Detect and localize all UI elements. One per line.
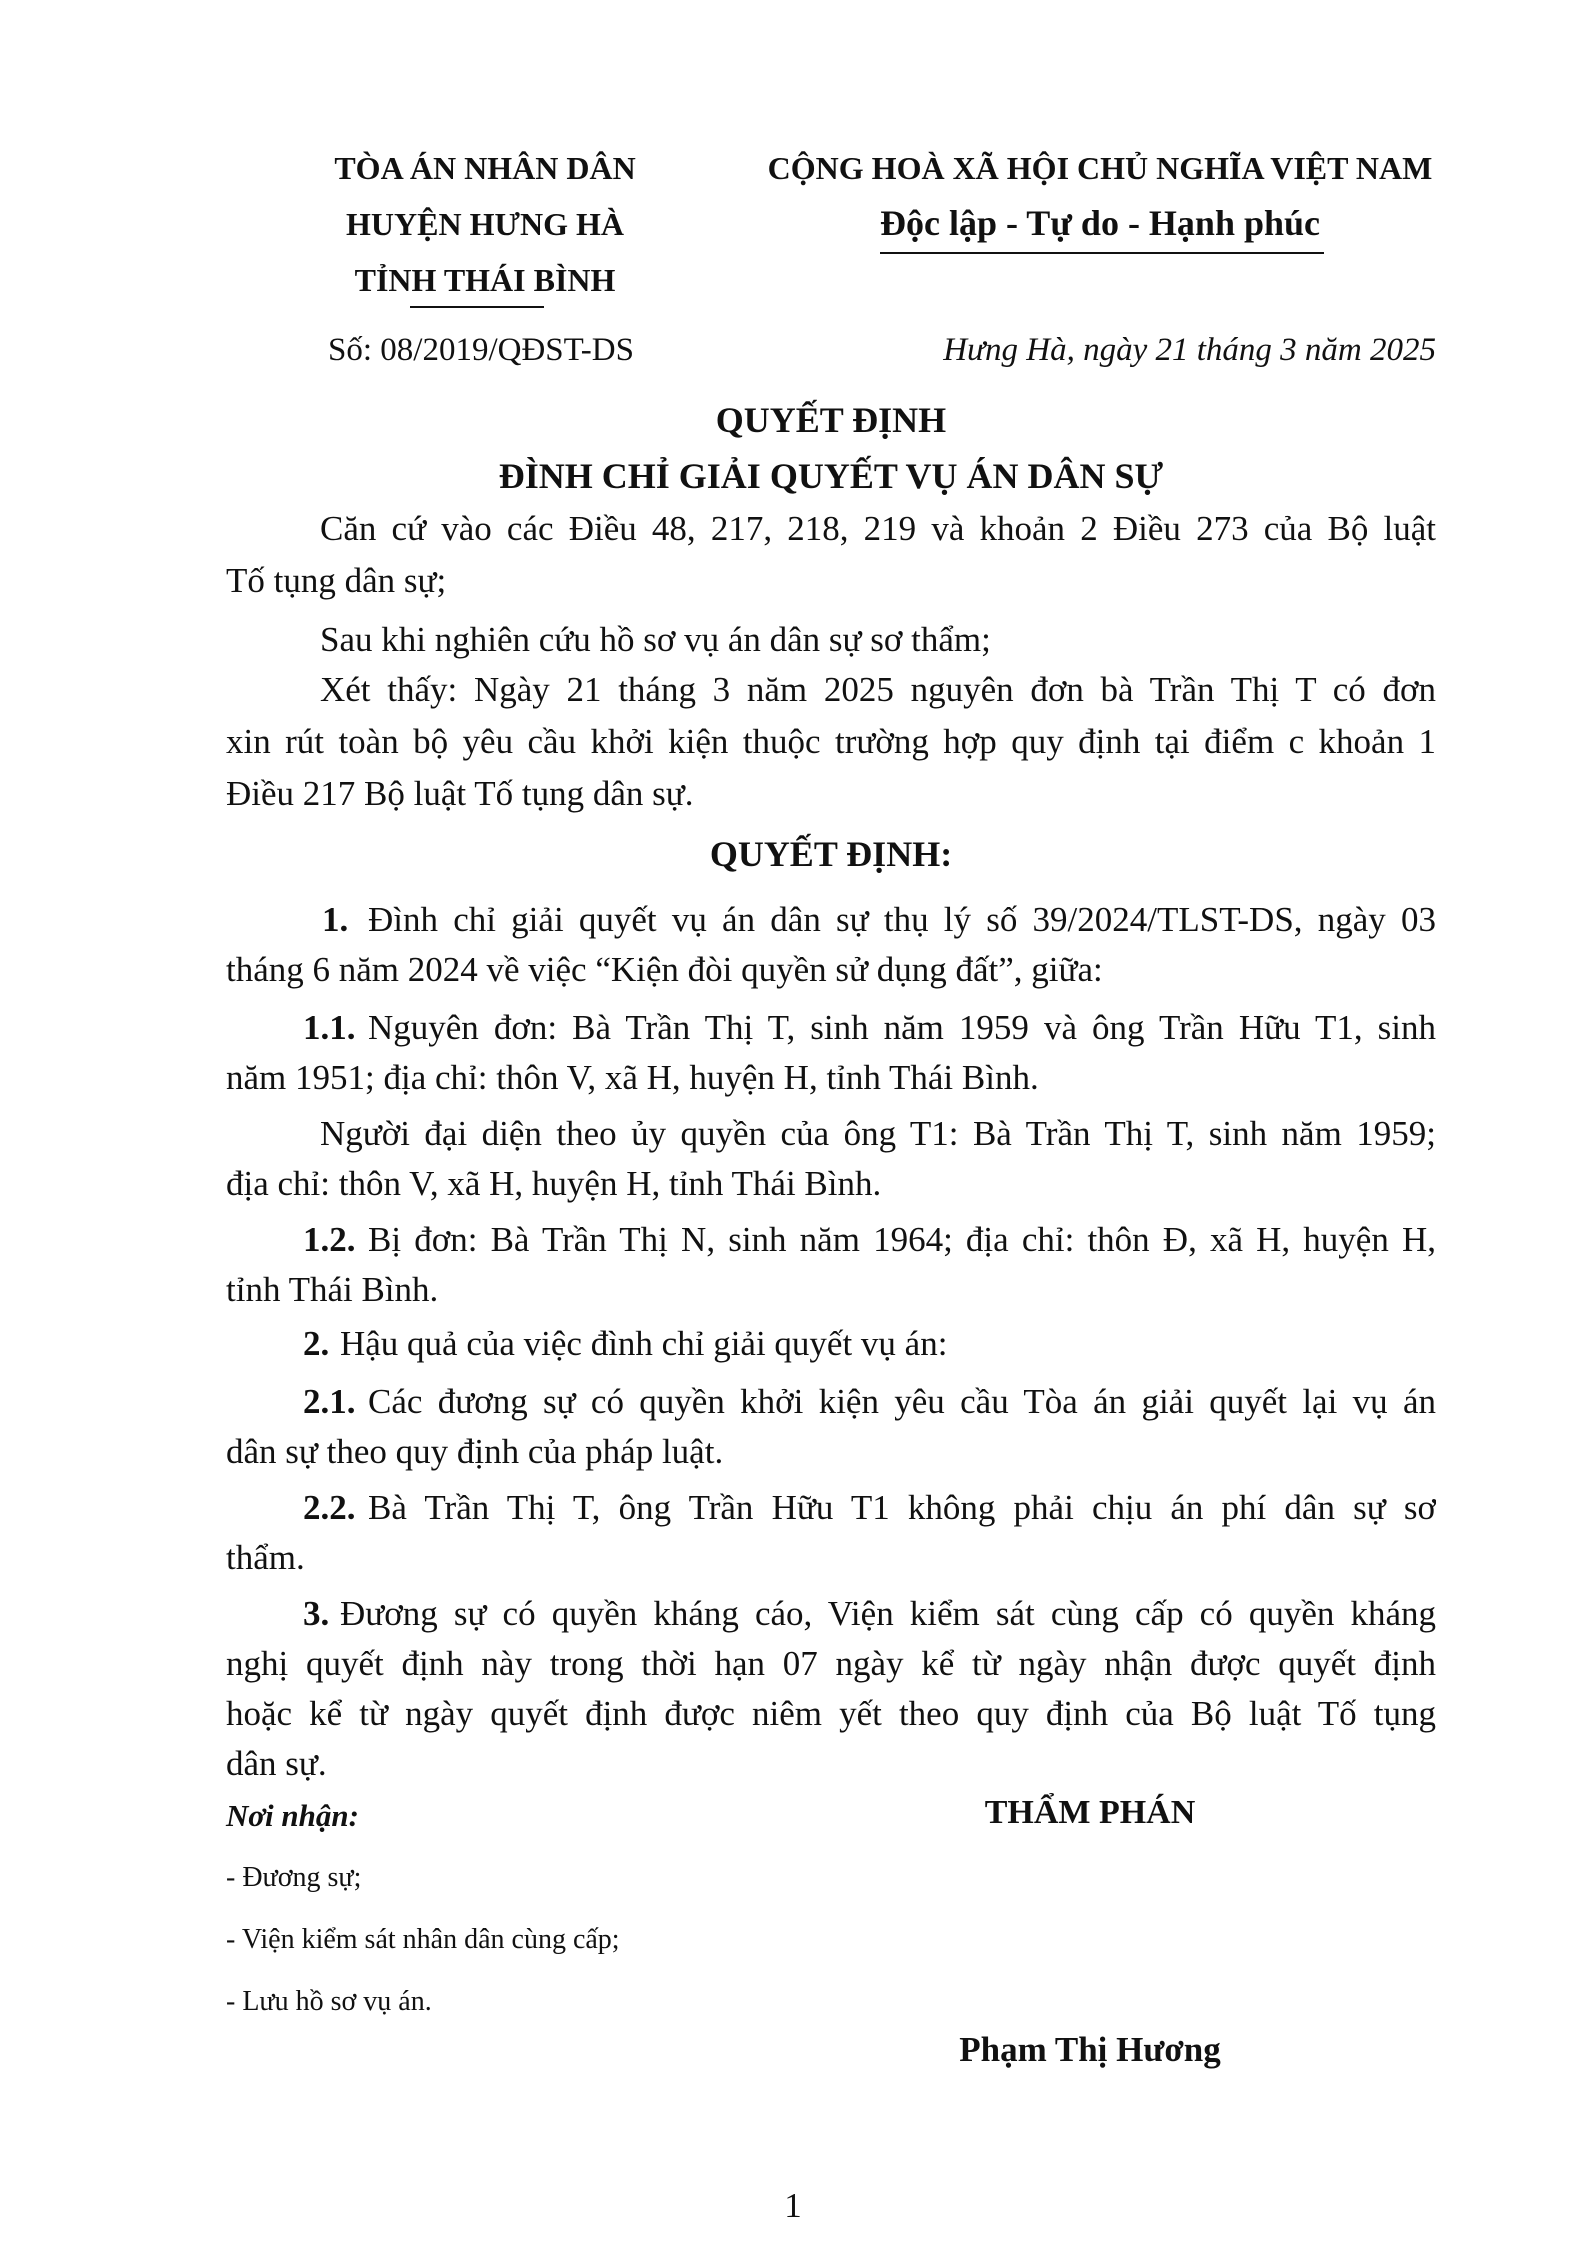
item-1-line2: tháng 6 năm 2024 về việc “Kiện đòi quyền sử dụng đất”, giữa: [226,950,1103,989]
recipient-2: - Viện kiểm sát nhân dân cùng cấp; [226,1924,620,1955]
study-line: Sau khi nghiên cứu hồ sơ vụ án dân sự sơ thẩm; [320,620,991,659]
decision-heading: QUYẾT ĐỊNH: [709,834,953,874]
signer-name: Phạm Thị Hương [959,2030,1221,2069]
page-number: 1 [784,2186,802,2225]
basis-line2: Tố tụng dân sự; [226,561,447,600]
court-name-line2: HUYỆN HƯNG HÀ [346,206,624,242]
item-2-text: Hậu quả của việc đình chỉ giải quyết vụ án: [340,1324,948,1363]
item-1-2-number: 1.2. [303,1220,356,1259]
document-title: QUYẾT ĐỊNH [715,400,947,440]
representative-line1: Người đại diện theo ủy quyền của ông T1: Bà Trần Thị T, sinh năm 1959; [320,1114,1436,1153]
representative-line2: địa chỉ: thôn V, xã H, huyện H, tỉnh Thái Bình. [226,1164,882,1203]
consider-line2: xin rút toàn bộ yêu cầu khởi kiện thuộc trường hợp quy định tại điểm c khoản 1 [226,722,1436,761]
item-1-1-line1: Nguyên đơn: Bà Trần Thị T, sinh năm 1959 và ông Trần Hữu T1, sinh [368,1008,1436,1047]
item-1-1-number: 1.1. [303,1008,356,1047]
item-1-number: 1. [322,900,349,939]
item-1-2-line2: tỉnh Thái Bình. [226,1270,439,1309]
court-name-line3: TỈNH THÁI BÌNH [354,262,616,298]
item-1-2-line1: Bị đơn: Bà Trần Thị N, sinh năm 1964; địa chỉ: thôn Đ, xã H, huyện H, [368,1220,1436,1259]
country-name: CỘNG HOÀ XÃ HỘI CHỦ NGHĨA VIỆT NAM [767,150,1433,186]
item-3-line1: Đương sự có quyền kháng cáo, Viện kiểm sát cùng cấp có quyền kháng [340,1594,1436,1633]
item-2-number: 2. [303,1324,330,1363]
item-2-2-number: 2.2. [303,1488,356,1527]
document-subtitle: ĐÌNH CHỈ GIẢI QUYẾT VỤ ÁN DÂN SỰ [498,456,1164,496]
signer-role: THẨM PHÁN [984,1794,1196,1831]
basis-line1: Căn cứ vào các Điều 48, 217, 218, 219 và khoản 2 Điều 273 của Bộ luật [320,509,1436,548]
item-1-line1: Đình chỉ giải quyết vụ án dân sự thụ lý số 39/2024/TLST-DS, ngày 03 [368,900,1436,939]
recipients-heading: Nơi nhận: [226,1798,359,1833]
item-2-1-number: 2.1. [303,1382,356,1421]
item-2-2-line1: Bà Trần Thị T, ông Trần Hữu T1 không phải chịu án phí dân sự sơ [368,1488,1436,1527]
recipient-3: - Lưu hồ sơ vụ án. [226,1986,432,2017]
item-3-line3: hoặc kể từ ngày quyết định được niêm yết theo quy định của Bộ luật Tố tụng [226,1694,1436,1733]
recipient-1: - Đương sự; [226,1862,362,1893]
item-3-number: 3. [303,1594,330,1633]
document-number: Số: 08/2019/QĐST-DS [328,332,634,368]
item-3-line2: nghị quyết định này trong thời hạn 07 ngày kể từ ngày nhận được quyết định [226,1644,1436,1683]
consider-line1: Xét thấy: Ngày 21 tháng 3 năm 2025 nguyên đơn bà Trần Thị T có đơn [320,670,1436,709]
place-date: Hưng Hà, ngày 21 tháng 3 năm 2025 [943,332,1436,368]
item-1-1-line2: năm 1951; địa chỉ: thôn V, xã H, huyện H, tỉnh Thái Bình. [226,1058,1039,1097]
court-name-line1: TÒA ÁN NHÂN DÂN [334,150,636,186]
court-underline [410,306,544,308]
item-2-1-line1: Các đương sự có quyền khởi kiện yêu cầu Tòa án giải quyết lại vụ án [368,1382,1436,1421]
item-3-line4: dân sự. [226,1744,327,1783]
consider-line3: Điều 217 Bộ luật Tố tụng dân sự. [226,774,694,813]
item-2-1-line2: dân sự theo quy định của pháp luật. [226,1432,724,1471]
national-motto: Độc lập - Tự do - Hạnh phúc [879,203,1321,243]
item-2-2-line2: thẩm. [226,1538,305,1577]
motto-underline [880,252,1324,254]
